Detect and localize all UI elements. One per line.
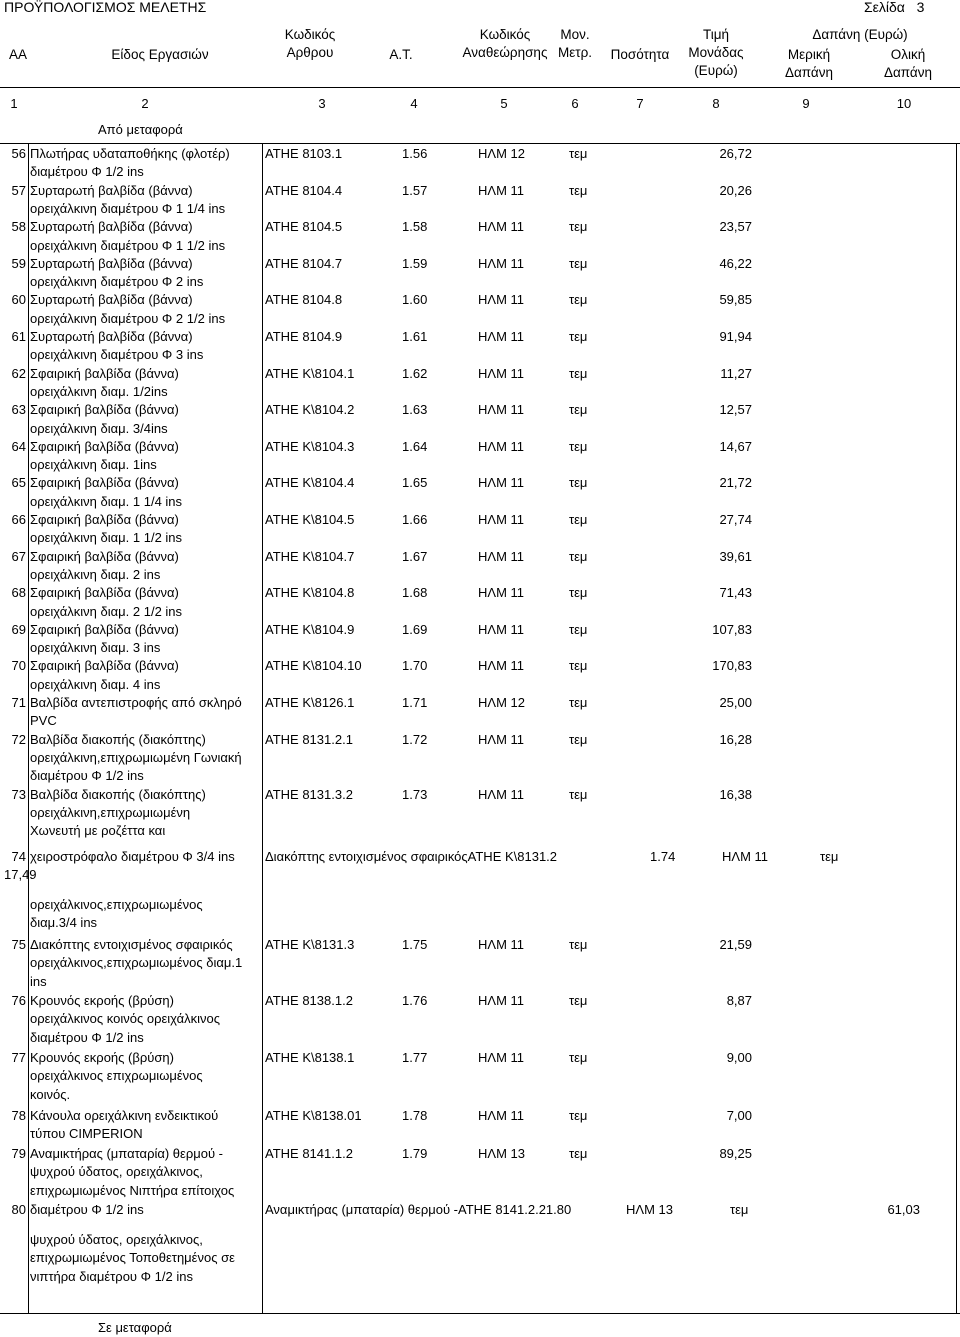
revision-code: ΗΛΜ 11 <box>478 182 525 198</box>
revision-code: ΗΛΜ 13 <box>626 1202 673 1217</box>
revision-code: ΗΛΜ 12 <box>478 695 525 710</box>
revision-code: ΗΛΜ 11 <box>478 365 525 381</box>
at-number: 1.64 <box>402 438 428 454</box>
row-number: 72 <box>11 731 26 747</box>
at-number: 1.62 <box>402 365 428 381</box>
measure-unit: τεμ <box>569 475 588 491</box>
unit-price: 11,27 <box>720 365 752 381</box>
item-description-line: ορειχάλκινη διαμέτρου Φ 3 ins <box>30 347 204 363</box>
revision-code: ΗΛΜ 11 <box>478 621 525 637</box>
revision-code: ΗΛΜ 11 <box>478 292 525 308</box>
article-code: ΑΤΗΕ 8104.4 <box>265 182 343 198</box>
measure-unit: τεμ <box>569 786 588 802</box>
measure-unit: τεμ <box>569 731 588 747</box>
revision-code: ΗΛΜ 11 <box>478 786 525 802</box>
at-number: 1.78 <box>402 1108 428 1123</box>
measure-unit: τεμ <box>569 695 588 710</box>
at-number: 1.63 <box>402 402 428 418</box>
item-description-line: ορειχάλκινη διαμ. 3/4ins <box>30 420 168 436</box>
revision-code: ΗΛΜ 11 <box>478 585 525 601</box>
measure-unit: τεμ <box>569 292 588 308</box>
at-number: 1.58 <box>402 219 428 235</box>
measure-unit: τεμ <box>569 219 588 235</box>
row-number: 69 <box>11 621 26 637</box>
unit-price: 107,83 <box>712 621 752 637</box>
unit-price: 16,38 <box>719 786 752 802</box>
row-number: 76 <box>11 993 26 1008</box>
item-description-line: Χωνευτή με ροζέττα και <box>30 823 166 839</box>
item-description-line: Κάνουλα ορειχάλκινη ενδεικτικού <box>30 1108 219 1123</box>
page-label <box>864 0 924 15</box>
row-number: 77 <box>11 1050 26 1065</box>
article-code: ΑΤΗΕ Κ\8104.3 <box>265 438 355 454</box>
revision-code: ΗΛΜ 11 <box>478 1108 525 1123</box>
col-dapani-group-header: Δαπάνη (Ευρώ) <box>812 27 908 42</box>
table-right-border <box>956 143 957 1313</box>
carried-from-label: Από μεταφορά <box>98 122 183 137</box>
item-description-line: διαμ.3/4 ins <box>30 915 98 931</box>
measure-unit: τεμ <box>569 329 588 344</box>
row-number: 58 <box>11 219 26 235</box>
col-meriki-l1: Μερική <box>787 47 831 62</box>
item-description-line: νιπτήρα διαμέτρου Φ 1/2 ins <box>30 1268 193 1284</box>
carry-to-label: Σε μεταφορά <box>98 1320 172 1335</box>
unit-price: 26,72 <box>719 146 752 161</box>
item-description-line: Κρουνός εκροής (βρύση) <box>30 993 174 1008</box>
col-kodikos-arthrou-l2: Αρθρου <box>286 45 334 60</box>
item-description-line: διαμέτρου Φ 1/2 ins <box>30 164 144 180</box>
col-timi-header <box>676 26 756 80</box>
row-number: 78 <box>11 1108 26 1123</box>
unit-price: 61,03 <box>887 1202 920 1217</box>
unit-price: 9,00 <box>726 1050 752 1065</box>
article-code: ΑΤΗΕ Κ\8104.5 <box>265 512 355 527</box>
revision-code: ΗΛΜ 11 <box>722 849 769 864</box>
measure-unit: τεμ <box>569 182 588 198</box>
item-description-line: ορειχάλκινη διαμέτρου Φ 1 1/4 ins <box>30 200 226 216</box>
item-description-line: ορειχάλκινη διαμέτρου Φ 2 ins <box>30 274 204 290</box>
row-number: 56 <box>11 146 26 161</box>
item-description-line: Σφαιρική βαλβίδα (βάννα) <box>30 621 179 637</box>
col-kodikos-anatheorisis-header <box>450 26 560 62</box>
measure-unit: τεμ <box>569 1108 588 1123</box>
row-number: 66 <box>11 512 26 527</box>
article-code: ΑΤΗΕ Κ\8104.8 <box>265 585 355 601</box>
at-number: 1.70 <box>402 658 428 674</box>
item-description-line: Πλωτήρας υδαταποθήκης (φλοτέρ) <box>30 146 230 161</box>
article-code: ΑΤΗΕ 8141.1.2 <box>265 1146 353 1161</box>
item-description-line: ορειχάλκινη διαμ. 3 ins <box>30 640 161 656</box>
measure-unit: τεμ <box>569 402 588 418</box>
table-top-line <box>0 143 960 144</box>
col-timi-l2: Μονάδας <box>688 45 744 60</box>
row-number: 75 <box>11 937 26 952</box>
row-number: 79 <box>11 1146 26 1161</box>
measure-unit: τεμ <box>820 849 839 864</box>
col-mon-header <box>550 26 600 62</box>
article-code: ΑΤΗΕ 8103.1 <box>265 146 343 161</box>
col-kodikos-anatheorisis-l1: Κωδικός <box>479 27 531 42</box>
col-mon-l1: Μον. <box>560 27 590 42</box>
page-number: 3 <box>916 0 925 15</box>
measure-unit: τεμ <box>569 438 588 454</box>
item-description-line: ορειχάλκινος,επιχρωμιωμένος <box>30 897 203 912</box>
revision-code: ΗΛΜ 12 <box>478 146 525 161</box>
measure-unit: τεμ <box>569 993 588 1008</box>
item-description-line: Σφαιρική βαλβίδα (βάννα) <box>30 365 179 381</box>
row-number: 62 <box>11 365 26 381</box>
article-code: ΑΤΗΕ Κ\8131.3 <box>265 937 355 952</box>
item-description-line: ορειχάλκινη διαμ. 1 1/4 ins <box>30 493 183 509</box>
column-number: 10 <box>896 96 912 111</box>
article-code: ΑΤΗΕ Κ\8104.1 <box>265 365 355 381</box>
at-number: 1.68 <box>402 585 428 601</box>
col-divider-aa <box>28 143 29 1313</box>
col-posotita-header: Ποσότητα <box>610 47 670 62</box>
item-description-line: Συρταρωτή βαλβίδα (βάννα) <box>30 292 193 308</box>
article-code: ΑΤΗΕ 8104.5 <box>265 219 343 235</box>
unit-price: 25,00 <box>719 695 752 710</box>
item-description-line: ορειχάλκινη διαμ. 2 ins <box>30 566 161 582</box>
at-number: 1.59 <box>402 255 428 271</box>
item-description-line: ορειχάλκινη διαμέτρου Φ 1 1/2 ins <box>30 237 226 253</box>
item-description-line: PVC <box>30 713 57 729</box>
at-number: 1.57 <box>402 182 428 198</box>
row-number: 59 <box>11 255 26 271</box>
item-description-line: Συρταρωτή βαλβίδα (βάννα) <box>30 329 193 344</box>
measure-unit: τεμ <box>569 548 588 564</box>
overflow-description: Αναμικτήρας (μπαταρία) θερμού -ΑΤΗΕ 8141.2.21.80 <box>265 1202 572 1217</box>
article-code: ΑΤΗΕ Κ\8138.01 <box>265 1108 362 1123</box>
column-number: 5 <box>500 96 508 111</box>
measure-unit: τεμ <box>569 512 588 527</box>
item-description-line: Διακόπτης εντοιχισμένος σφαιρικός <box>30 937 233 952</box>
article-code: ΑΤΗΕ 8131.2.1 <box>265 731 353 747</box>
article-code: ΑΤΗΕ Κ\8138.1 <box>265 1050 355 1065</box>
unit-price: 91,94 <box>719 329 752 344</box>
item-description-line: επιχρωμιωμένος Τοποθετημένος σε <box>30 1250 235 1266</box>
col-divider-desc <box>262 143 263 1313</box>
col-meriki-header <box>764 46 854 82</box>
at-number: 1.61 <box>402 329 428 344</box>
revision-code: ΗΛΜ 11 <box>478 512 525 527</box>
item-description-line: Συρταρωτή βαλβίδα (βάννα) <box>30 219 193 235</box>
row-number: 68 <box>11 585 26 601</box>
item-description-line: Σφαιρική βαλβίδα (βάννα) <box>30 548 179 564</box>
revision-code: ΗΛΜ 11 <box>478 255 525 271</box>
item-description-line: διαμέτρου Φ 1/2 ins <box>30 1202 144 1217</box>
item-description-line: Σφαιρική βαλβίδα (βάννα) <box>30 402 179 418</box>
article-code: ΑΤΗΕ Κ\8104.10 <box>265 658 362 674</box>
article-code: ΑΤΗΕ 8104.8 <box>265 292 343 308</box>
unit-price: 89,25 <box>719 1146 752 1161</box>
item-description-line: ψυχρού ύδατος, ορειχάλκινος, <box>30 1232 203 1247</box>
unit-price: 16,28 <box>719 731 752 747</box>
item-description-line: ορειχάλκινη διαμ. 4 ins <box>30 676 161 692</box>
item-description-line: Συρταρωτή βαλβίδα (βάννα) <box>30 255 193 271</box>
revision-code: ΗΛΜ 11 <box>478 438 525 454</box>
unit-price: 8,87 <box>726 993 752 1008</box>
measure-unit: τεμ <box>569 1050 588 1065</box>
revision-code: ΗΛΜ 11 <box>478 658 525 674</box>
row-number: 73 <box>11 786 26 802</box>
item-description-line: Σφαιρική βαλβίδα (βάννα) <box>30 585 179 601</box>
row-number: 61 <box>11 329 26 344</box>
at-number: 1.77 <box>402 1050 428 1065</box>
item-description-line: ορειχάλκινη διαμέτρου Φ 2 1/2 ins <box>30 310 226 326</box>
table-bottom-line <box>0 1313 960 1314</box>
unit-price: 21,72 <box>719 475 752 491</box>
row-number: 65 <box>11 475 26 491</box>
item-description-line: Βαλβίδα αντεπιστροφής από σκληρό <box>30 695 242 710</box>
item-description-line: Σφαιρική βαλβίδα (βάννα) <box>30 512 179 527</box>
at-number: 1.79 <box>402 1146 428 1161</box>
item-description-line: επιχρωμιωμένος Νιπτήρα επίτοιχος <box>30 1182 235 1198</box>
row-number: 67 <box>11 548 26 564</box>
page-label-text: Σελίδα <box>864 0 905 15</box>
row-number: 71 <box>11 695 26 710</box>
header-divider <box>0 87 960 88</box>
article-code: ΑΤΗΕ Κ\8104.4 <box>265 475 355 491</box>
article-code: ΑΤΗΕ 8104.9 <box>265 329 343 344</box>
article-code: ΑΤΗΕ Κ\8104.9 <box>265 621 355 637</box>
row-number: 57 <box>11 182 26 198</box>
item-description-line: ins <box>30 973 47 989</box>
document-title: ΠΡΟΫΠΟΛΟΓΙΣΜΟΣ ΜΕΛΕΤΗΣ <box>4 0 207 15</box>
item-description-line: ψυχρού ύδατος, ορειχάλκινος, <box>30 1164 203 1180</box>
at-number: 1.69 <box>402 621 428 637</box>
at-number: 1.60 <box>402 292 428 308</box>
at-number: 1.75 <box>402 937 428 952</box>
item-description-line: ορειχάλκινη διαμ. 1 1/2 ins <box>30 530 183 546</box>
item-description-line: ορειχάλκινος επιχρωμιωμένος <box>30 1068 203 1084</box>
item-description-line: ορειχάλκινος κοινός ορειχάλκινος <box>30 1011 221 1027</box>
at-number: 1.65 <box>402 475 428 491</box>
article-code: ΑΤΗΕ 8104.7 <box>265 255 343 271</box>
item-description-line: Συρταρωτή βαλβίδα (βάννα) <box>30 182 193 198</box>
col-aa-header: ΑΑ <box>8 47 27 62</box>
revision-code: ΗΛΜ 11 <box>478 219 525 235</box>
unit-price: 20,26 <box>719 182 752 198</box>
unit-price: 7,00 <box>726 1108 752 1123</box>
measure-unit: τεμ <box>569 585 588 601</box>
overflow-description: Διακόπτης εντοιχισμένος σφαιρικόςΑΤΗΕ Κ\8131.2 <box>265 849 558 864</box>
at-number: 1.72 <box>402 731 428 747</box>
measure-unit: τεμ <box>569 1146 588 1161</box>
article-code: ΑΤΗΕ Κ\8104.2 <box>265 402 355 418</box>
revision-code: ΗΛΜ 11 <box>478 731 525 747</box>
column-number: 8 <box>712 96 720 111</box>
column-number: 6 <box>571 96 579 111</box>
unit-price: 170,83 <box>712 658 752 674</box>
col-oliki-l2: Δαπάνη <box>883 65 932 80</box>
unit-price: 23,57 <box>719 219 752 235</box>
col-kodikos-anatheorisis-l2: Αναθεώρησης <box>462 45 548 60</box>
unit-price: 59,85 <box>719 292 752 308</box>
at-number: 1.56 <box>402 146 428 161</box>
at-number: 1.66 <box>402 512 428 527</box>
article-code: ΑΤΗΕ 8131.3.2 <box>265 786 353 802</box>
revision-code: ΗΛΜ 11 <box>478 548 525 564</box>
unit-price: 27,74 <box>719 512 752 527</box>
row-number: 80 <box>11 1202 26 1217</box>
unit-price: 71,43 <box>719 585 752 601</box>
item-description-line: διαμέτρου Φ 1/2 ins <box>30 1029 144 1045</box>
col-oliki-l1: Ολική <box>890 47 926 62</box>
measure-unit: τεμ <box>569 255 588 271</box>
item-description-line: ορειχάλκινη,επιχρωμιωμένη Γωνιακή <box>30 749 242 765</box>
measure-unit: τεμ <box>569 146 588 161</box>
unit-price: 21,59 <box>719 937 752 952</box>
row-number: 70 <box>11 658 26 674</box>
measure-unit: τεμ <box>569 365 588 381</box>
row-number: 74 <box>11 849 26 864</box>
row-number: 60 <box>11 292 26 308</box>
col-kodikos-arthrou-l1: Κωδικός <box>284 27 336 42</box>
item-description-line: ορειχάλκινη διαμ. 2 1/2 ins <box>30 603 183 619</box>
article-code: ΑΤΗΕ Κ\8126.1 <box>265 695 355 710</box>
col-kodikos-arthrou-header <box>258 26 362 62</box>
col-mon-l2: Μετρ. <box>557 45 593 60</box>
revision-code: ΗΛΜ 11 <box>478 402 525 418</box>
item-description-line: διαμέτρου Φ 1/2 ins <box>30 768 144 784</box>
row-number: 63 <box>11 402 26 418</box>
item-description-line: Σφαιρική βαλβίδα (βάννα) <box>30 475 179 491</box>
col-timi-l3: (Ευρώ) <box>694 63 738 78</box>
item-description-line: τύπου CIMPERION <box>30 1126 143 1142</box>
item-description-line: Αναμικτήρας (μπαταρία) θερμού - <box>30 1146 224 1161</box>
col-meriki-l2: Δαπάνη <box>784 65 833 80</box>
at-number: 1.74 <box>650 849 676 864</box>
at-number: 1.76 <box>402 993 428 1008</box>
measure-unit: τεμ <box>569 658 588 674</box>
col-oliki-header <box>858 46 958 82</box>
item-description-line: Βαλβίδα διακοπής (διακόπτης) <box>30 786 206 802</box>
revision-code: ΗΛΜ 11 <box>478 329 525 344</box>
unit-price: 14,67 <box>719 438 752 454</box>
col-eidos-header: Είδος Εργασιών <box>111 47 209 62</box>
item-description-line: ορειχάλκινη διαμ. 1/2ins <box>30 383 168 399</box>
at-number: 1.73 <box>402 786 428 802</box>
article-code: ΑΤΗΕ 8138.1.2 <box>265 993 353 1008</box>
item-description-line: Κρουνός εκροής (βρύση) <box>30 1050 174 1065</box>
revision-code: ΗΛΜ 11 <box>478 1050 525 1065</box>
column-number: 2 <box>141 96 149 111</box>
item-description-line: Βαλβίδα διακοπής (διακόπτης) <box>30 731 206 747</box>
row-number: 64 <box>11 438 26 454</box>
col-timi-l1: Τιμή <box>702 27 730 42</box>
column-number: 9 <box>802 96 810 111</box>
column-number: 7 <box>636 96 644 111</box>
item-description-line: κοινός. <box>30 1086 71 1102</box>
revision-code: ΗΛΜ 11 <box>478 475 525 491</box>
column-number: 4 <box>410 96 418 111</box>
revision-code: ΗΛΜ 13 <box>478 1146 525 1161</box>
item-description-line: ορειχάλκινη διαμ. 1ins <box>30 457 157 473</box>
item-description-line: χειροστρόφαλο διαμέτρου Φ 3/4 ins <box>30 849 235 864</box>
col-at-header: Α.Τ. <box>389 47 413 62</box>
item-description-line: ορειχάλκινος,επιχρωμιωμένος διαμ.1 <box>30 955 243 971</box>
unit-price: 17,49 <box>4 867 37 882</box>
measure-unit: τεμ <box>569 621 588 637</box>
unit-price: 12,57 <box>719 402 752 418</box>
item-description-line: Σφαιρική βαλβίδα (βάννα) <box>30 438 179 454</box>
unit-price: 39,61 <box>719 548 752 564</box>
at-number: 1.67 <box>402 548 428 564</box>
column-number: 1 <box>10 96 18 111</box>
unit-price: 46,22 <box>719 255 752 271</box>
at-number: 1.71 <box>402 695 428 710</box>
column-number: 3 <box>318 96 326 111</box>
article-code: ΑΤΗΕ Κ\8104.7 <box>265 548 355 564</box>
revision-code: ΗΛΜ 11 <box>478 937 525 952</box>
item-description-line: ορειχάλκινη,επιχρωμιωμένη <box>30 805 191 820</box>
item-description-line: Σφαιρική βαλβίδα (βάννα) <box>30 658 179 674</box>
measure-unit: τεμ <box>730 1202 749 1217</box>
measure-unit: τεμ <box>569 937 588 952</box>
revision-code: ΗΛΜ 11 <box>478 993 525 1008</box>
